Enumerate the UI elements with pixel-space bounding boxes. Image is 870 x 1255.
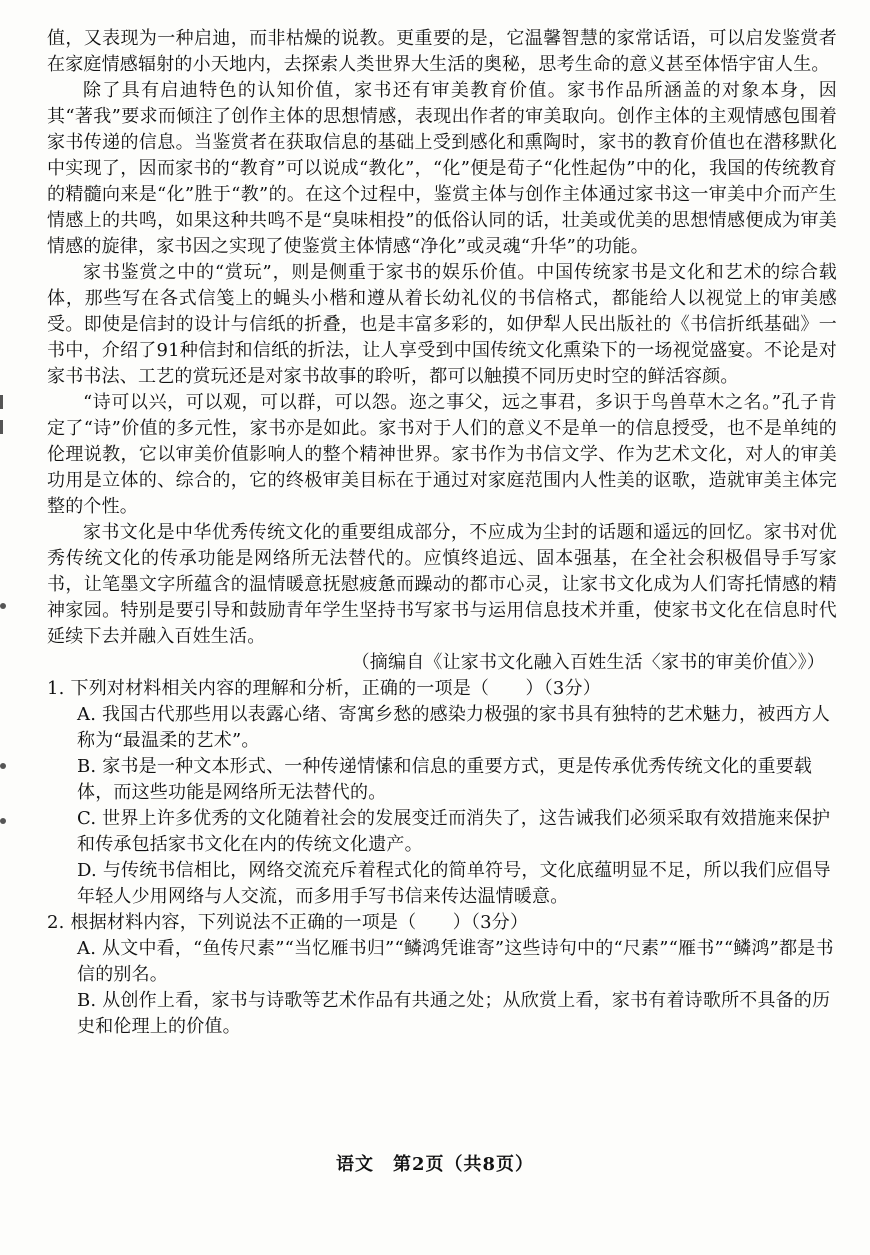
article-paragraph: “诗可以兴，可以观，可以群，可以怨。迩之事父，远之事君，多识于鸟兽草木之名。”孔子肯定了“诗”价值的多元性，家书亦是如此。家书对于人们的意义不是单一的信息授受，也不是单纯的伦理说教，它以审美价值影响人的整个精神世界。家书作为书信文学、作为艺术文化，对人的审美功用是立体的、综合的，它的终极审美目标在于通过对家庭范围内人性美的讴歌，造就审美主体完整的个性。 <box>47 392 837 517</box>
article-paragraph: 值，又表现为一种启迪，而非枯燥的说教。更重要的是，它温馨智慧的家常话语，可以启发鉴赏者在家庭情感辐射的小天地内，去探索人类世界大生活的奥秘，思考生命的意义甚至体悟宇宙人生。 <box>47 28 837 75</box>
exam-content <box>47 26 837 1040</box>
question-stem: 1. 下列对材料相关内容的理解和分析，正确的一项是（ ）（3分） <box>47 678 601 699</box>
question-2 <box>47 910 837 1040</box>
article-source: （摘编自《让家书文化融入百姓生活〈家书的审美价值〉》） <box>351 652 825 673</box>
margin-mark <box>0 420 3 434</box>
question-stem: 2. 根据材料内容，下列说法不正确的一项是（ ）（3分） <box>47 912 529 933</box>
article <box>47 26 837 676</box>
question-option: A. 我国古代那些用以表露心绪、寄寓乡愁的感染力极强的家书具有独特的艺术魅力，被西方人称为“最温柔的艺术”。 <box>77 704 831 751</box>
question-option: A. 从文中看，“鱼传尺素”“当忆雁书归”“鳞鸿凭谁寄”这些诗句中的“尺素”“雁书”“鳞鸿”都是书信的别名。 <box>77 938 834 985</box>
margin-mark <box>0 763 6 769</box>
margin-mark <box>0 395 3 409</box>
article-paragraph: 家书文化是中华优秀传统文化的重要组成部分，不应成为尘封的话题和遥远的回忆。家书对优秀传统文化的传承功能是网络所无法替代的。应慎终追远、固本强基，在全社会积极倡导手写家书，让笔墨文字所蕴含的温情暖意抚慰疲惫而躁动的都市心灵，让家书文化成为人们寄托情感的精神家园。特别是要引导和鼓励青年学生坚持书写家书与运用信息技术并重，使家书文化在信息时代延续下去并融入百姓生活。 <box>47 522 837 647</box>
margin-mark <box>0 818 6 824</box>
question-option: B. 从创作上看，家书与诗歌等艺术作品有共通之处；从欣赏上看，家书有着诗歌所不具备的历史和伦理上的价值。 <box>77 990 831 1037</box>
article-paragraph: 除了具有启迪特色的认知价值，家书还有审美教育价值。家书作品所涵盖的对象本身，因其“著我”要求而倾注了创作主体的思想情感，表现出作者的审美取向。创作主体的主观情感包围着家书传递的信息。当鉴赏者在获取信息的基础上受到感化和熏陶时，家书的教育价值也在潜移默化中实现了，因而家书的“教育”可以说成“教化”，“化”便是荀子“化性起伪”中的化，我国的传统教育的精髓向来是“化”胜于“教”的。在这个过程中，鉴赏主体与创作主体通过家书这一审美中介而产生情感上的共鸣，如果这种共鸣不是“臭味相投”的低俗认同的话，壮美或优美的思想情感便成为审美情感的旋律，家书因之实现了使鉴赏主体情感“净化”或灵魂“升华”的功能。 <box>47 80 837 257</box>
margin-mark <box>0 603 6 609</box>
question-option: D. 与传统书信相比，网络交流充斥着程式化的简单符号，文化底蕴明显不足，所以我们应倡导年轻人少用网络与人交流，而多用手写书信来传达温情暖意。 <box>77 860 831 907</box>
article-paragraph: 家书鉴赏之中的“赏玩”，则是侧重于家书的娱乐价值。中国传统家书是文化和艺术的综合载体，那些写在各式信笺上的蝇头小楷和遵从着长幼礼仪的书信格式，都能给人以视觉上的审美感受。即使是信封的设计与信纸的折叠，也是丰富多彩的，如伊犁人民出版社的《书信折纸基础》一书中，介绍了91种信封和信纸的折法，让人享受到中国传统文化熏染下的一场视觉盛宴。不论是对家书书法、工艺的赏玩还是对家书故事的聆听，都可以触摸不同历史时空的鲜活容颜。 <box>47 262 837 387</box>
question-1 <box>47 676 837 910</box>
question-option: B. 家书是一种文本形式、一种传递情愫和信息的重要方式，更是传承优秀传统文化的重要载体，而这些功能是网络所无法替代的。 <box>77 756 813 803</box>
question-option: C. 世界上许多优秀的文化随着社会的发展变迁而消失了，这告诫我们必须采取有效措施来保护和传承包括家书文化在内的传统文化遗产。 <box>77 808 831 855</box>
page-footer: 语文 第2页（共8页） <box>335 1154 535 1175</box>
